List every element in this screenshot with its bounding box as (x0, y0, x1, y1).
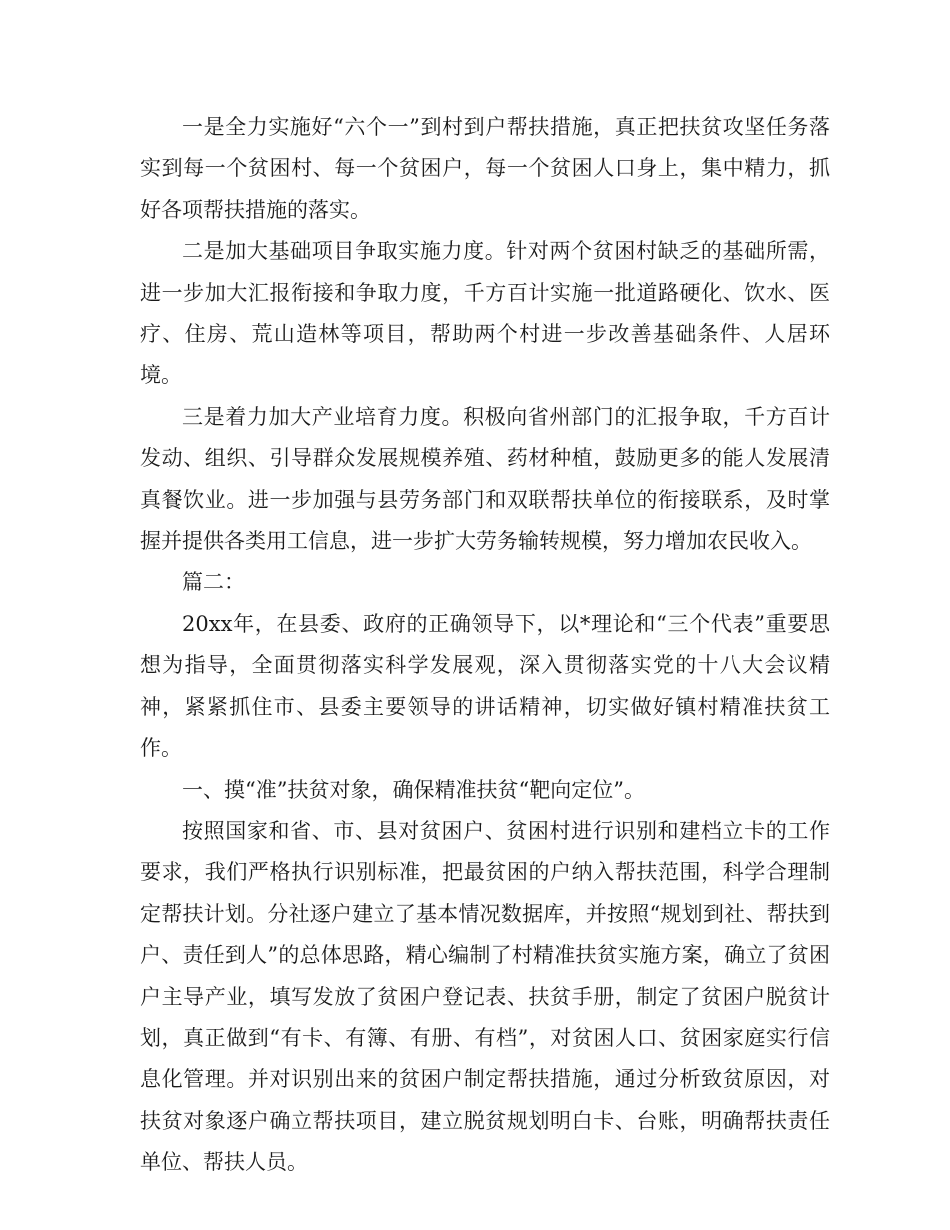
subsection-heading: 一、摸“准”扶贫对象，确保精准扶贫“靶向定位”。 (182, 777, 645, 802)
paragraph-intro: 20xx年，在县委、政府的正确领导下，以*理论和“三个代表”重要思想为指导，全面贯彻落实科学发展观，深入贯彻落实党的十八大会议精神，紧紧抓住市、县委主要领导的讲话精神，切实做好镇村精准扶贫工作。 (140, 611, 830, 761)
section-heading: 篇二： (182, 570, 245, 595)
paragraph-measure-1: 一是全力实施好“六个一”到村到户帮扶措施，真正把扶贫攻坚任务落实到每一个贫困村、每一个贫困户，每一个贫困人口身上，集中精力，抓好各项帮扶措施的落实。 (140, 115, 830, 222)
paragraph-measure-2: 二是加大基础项目争取实施力度。针对两个贫困村缺乏的基础所需，进一步加大汇报衔接和争取力度，千方百计实施一批道路硬化、饮水、医疗、住房、荒山造林等项目，帮助两个村进一步改善基础条件、人居环境。 (140, 239, 830, 388)
paragraph-body: 按照国家和省、市、县对贫困户、贫困村进行识别和建档立卡的工作要求，我们严格执行识别标准，把最贫困的户纳入帮扶范围，科学合理制定帮扶计划。分社逐户建立了基本情况数据库，并按照“规划到社、帮扶到户、责任到人”的总体思路，精心编制了村精准扶贫实施方案，确立了贫困户主导产业，填写发放了贫困户登记表、扶贫手册，制定了贫困户脱贫计划，真正做到“有卡、有簿、有册、有档”，对贫困人口、贫困家庭实行信息化管理。并对识别出来的贫困户制定帮扶措施，通过分析致贫原因，对扶贫对象逐户确立帮扶项目，建立脱贫规划明白卡、台账，明确帮扶责任单位、帮扶人员。 (140, 818, 830, 1175)
document-body (140, 107, 830, 1184)
paragraph-measure-3: 三是着力加大产业培育力度。积极向省州部门的汇报争取，千方百计发动、组织、引导群众发展规模养殖、药材种植，鼓励更多的能人发展清真餐饮业。进一步加强与县劳务部门和双联帮扶单位的衔接联系，及时掌握并提供各类用工信息，进一步扩大劳务输转规模，努力增加农民收入。 (140, 404, 830, 554)
